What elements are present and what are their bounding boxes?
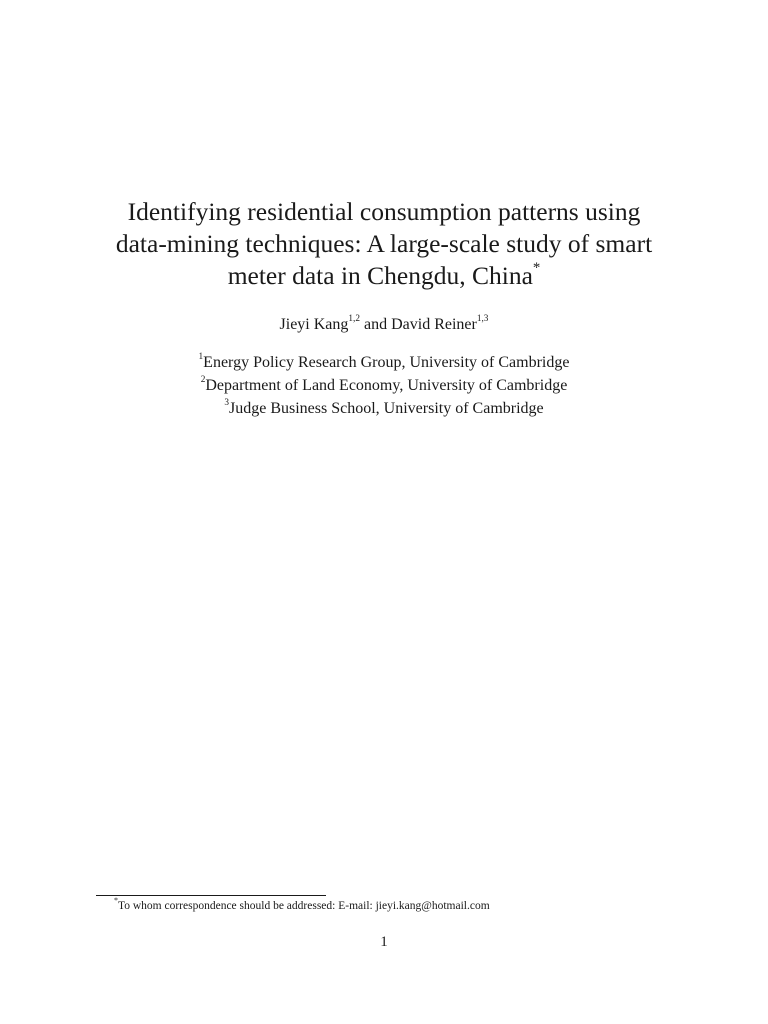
- paper-title: [84, 196, 684, 292]
- footnote-text: To whom correspondence should be addressed: E-mail: jieyi.kang@hotmail.com: [118, 900, 490, 912]
- title-line-text: meter data in Chengdu, China: [227, 261, 533, 290]
- affiliation-text: Energy Policy Research Group, University of Cambridge: [203, 354, 570, 371]
- affiliation: [84, 374, 684, 397]
- author-list: [84, 314, 684, 336]
- affiliation-text: Department of Land Economy, University of Cambridge: [205, 377, 568, 394]
- title-line: data-mining techniques: A large-scale study of smart: [115, 229, 653, 258]
- author-separator: and: [364, 316, 388, 333]
- affiliation: [84, 397, 684, 420]
- author-affiliation-marks: 1,3: [476, 313, 489, 324]
- author-name: Jieyi Kang: [279, 316, 349, 333]
- title-footnote-mark: *: [532, 259, 541, 276]
- affiliation-mark: 2: [200, 374, 206, 385]
- page-number: 1: [380, 934, 388, 950]
- affiliation-text: Judge Business School, University of Cambridge: [229, 400, 544, 417]
- footnote: [114, 896, 490, 914]
- footnote-mark: *: [114, 896, 119, 906]
- footnote-rule: [96, 895, 326, 896]
- affiliation-mark: 1: [198, 351, 204, 362]
- affiliation-mark: 3: [224, 397, 229, 408]
- affiliation: [84, 351, 684, 374]
- title-line: [84, 260, 684, 292]
- title-line: Identifying residential consumption patterns using: [127, 197, 641, 226]
- author-name: David Reiner: [391, 316, 477, 333]
- affiliation-list: [84, 351, 684, 420]
- author-affiliation-marks: 1,2: [348, 313, 360, 324]
